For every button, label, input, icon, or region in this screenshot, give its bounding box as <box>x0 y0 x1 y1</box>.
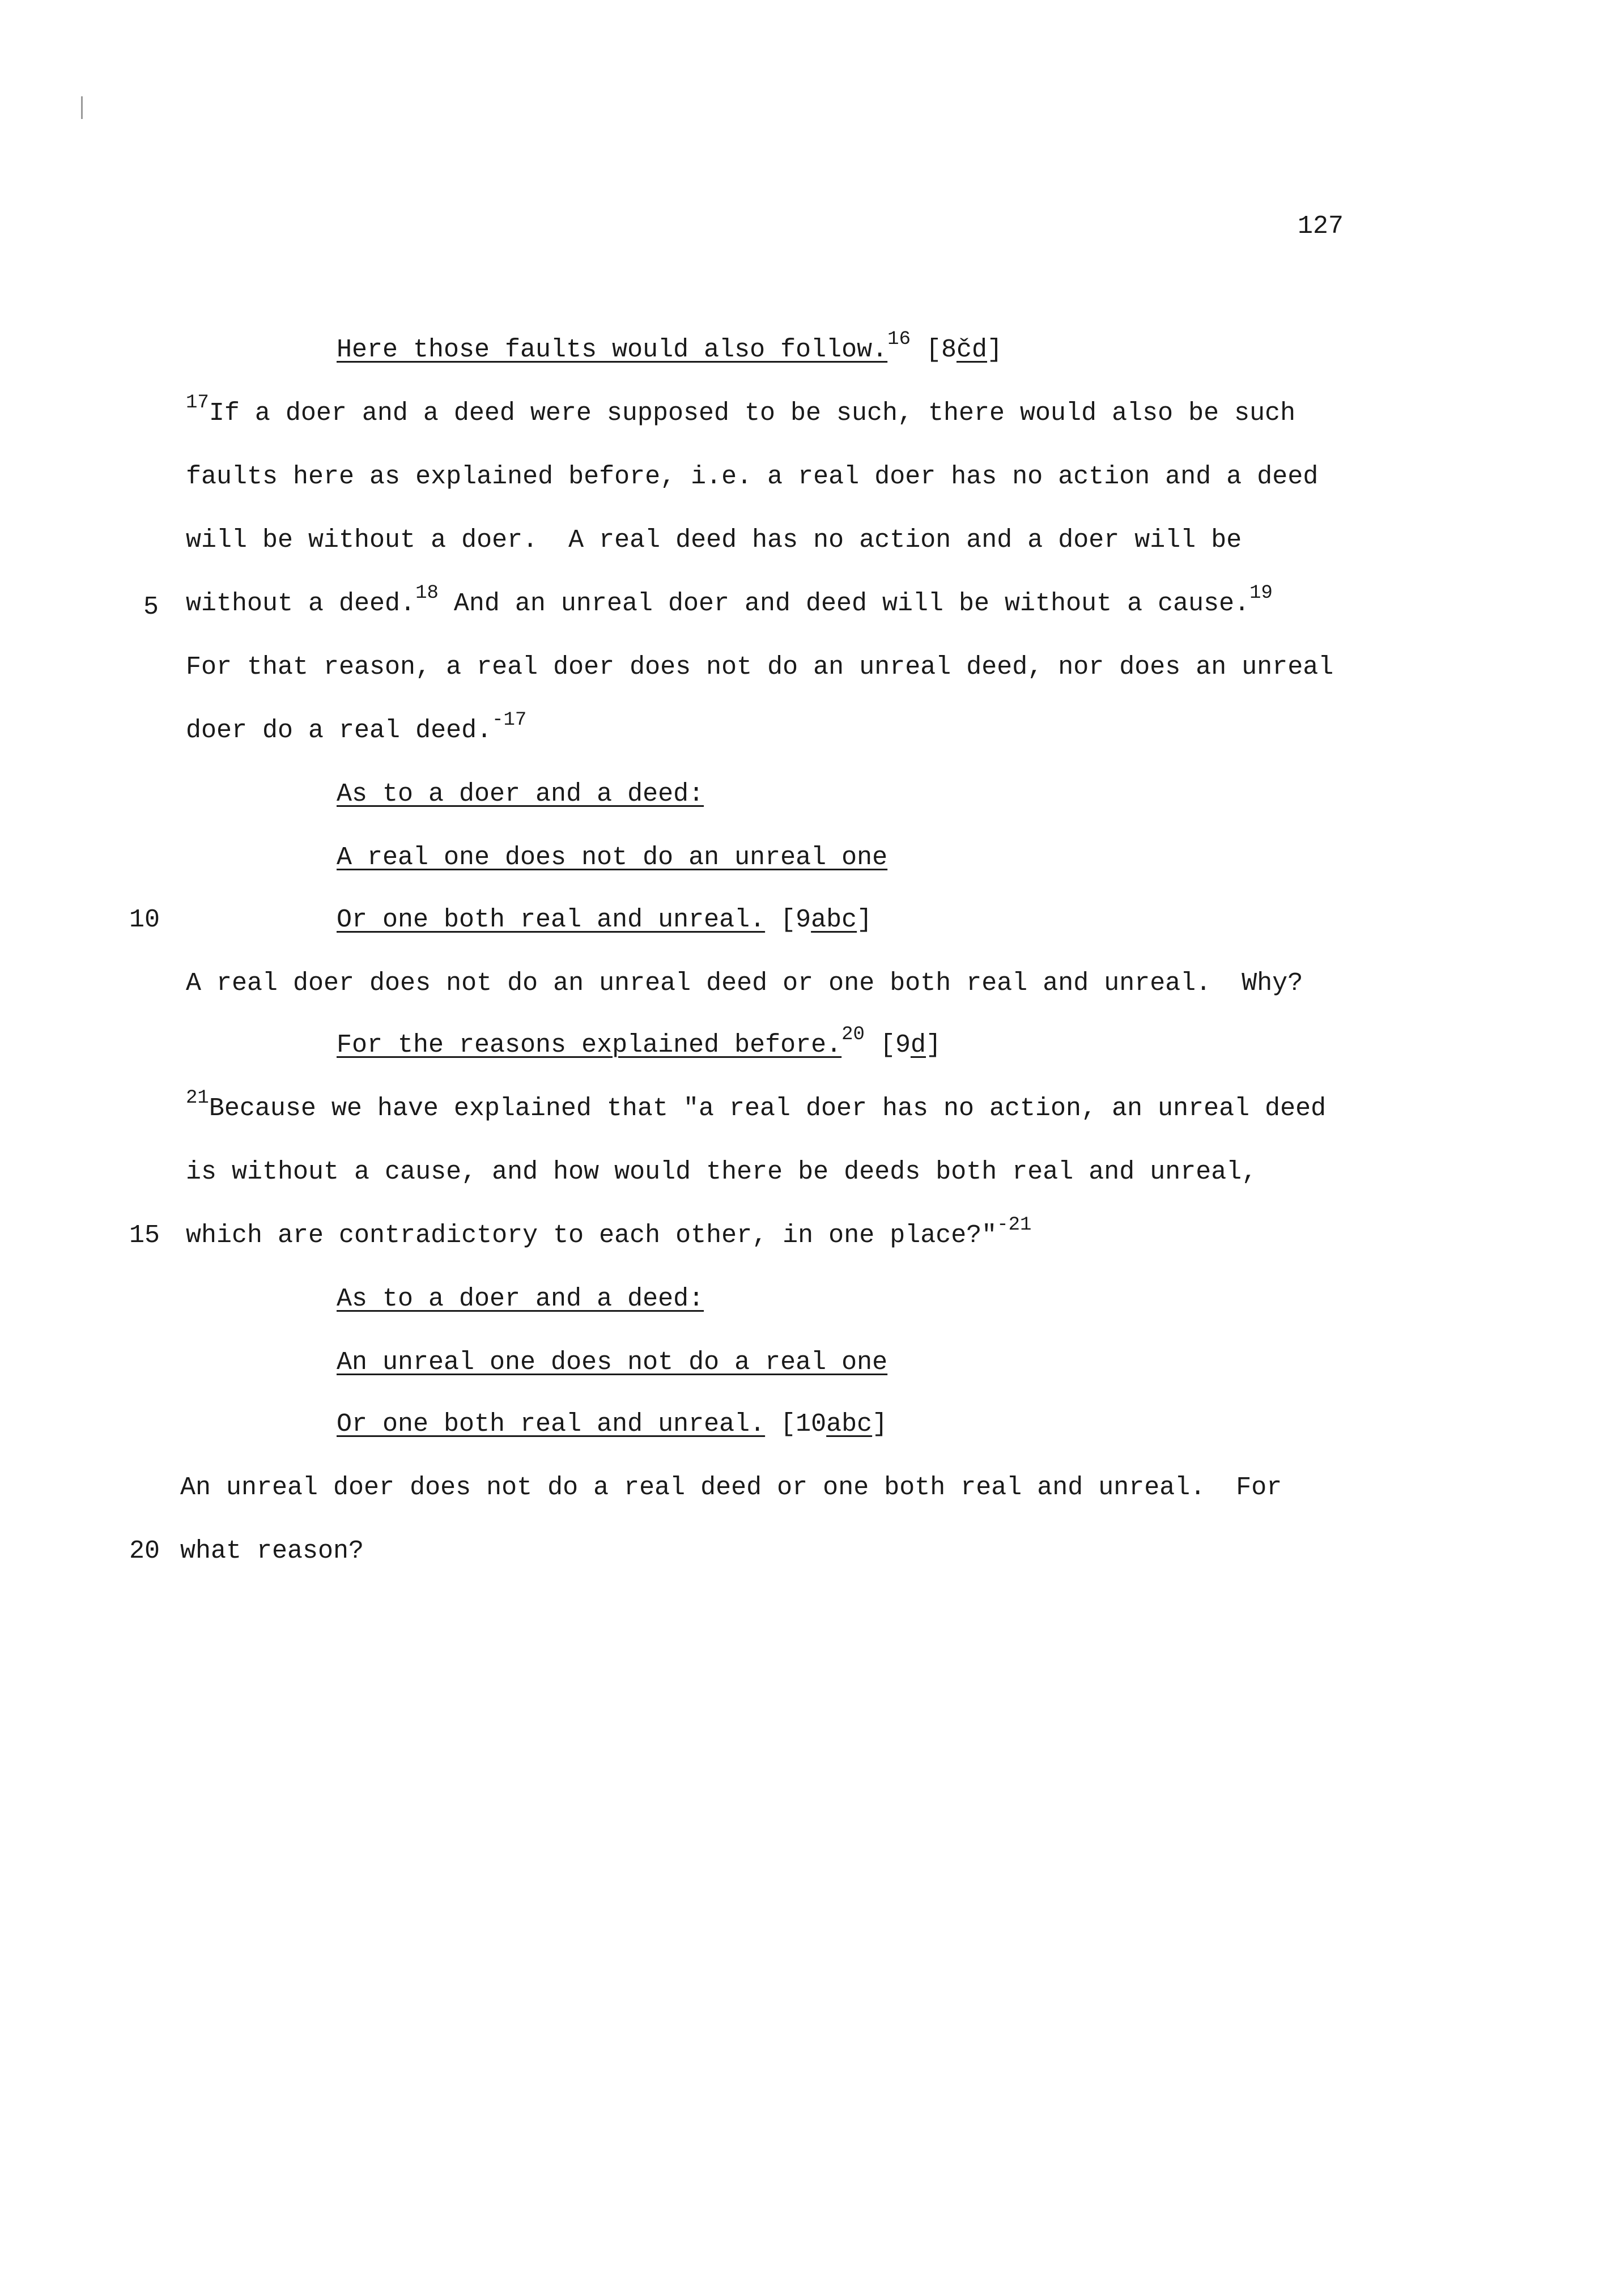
footnote-marker: 17 <box>186 392 209 414</box>
footnote-marker: -17 <box>492 709 527 731</box>
line-number: 10 <box>129 905 160 934</box>
text-line <box>186 582 1273 618</box>
line-number: 15 <box>129 1221 160 1250</box>
ref-open: [9 <box>780 905 811 934</box>
ref-close: ] <box>987 335 1003 364</box>
verse-text: As to a doer and a deed: <box>337 1285 704 1313</box>
text-line <box>186 1214 1032 1250</box>
verse-text: Or one both real and unreal. <box>337 905 766 934</box>
text-line: A real doer does not do an unreal deed or one both real and unreal. Why? <box>186 969 1303 998</box>
text-line: is without a cause, and how would there be deeds both real and unreal, <box>186 1158 1257 1187</box>
ref-letters: abc <box>811 905 857 934</box>
verse-line <box>337 1410 887 1439</box>
text-line <box>186 1087 1327 1123</box>
footnote-marker: 20 <box>841 1024 865 1045</box>
footnote-marker: 19 <box>1249 582 1273 604</box>
verse-text: Or one both real and unreal. <box>337 1410 766 1439</box>
text-line <box>186 709 527 745</box>
ref-letters: čd <box>956 335 988 364</box>
text-line: An unreal doer does not do a real deed or one both real and unreal. For <box>180 1473 1282 1502</box>
footnote-marker: -21 <box>997 1214 1032 1236</box>
line-text: which are contradictory to each other, in one place?" <box>186 1221 997 1250</box>
footnote-marker: 16 <box>887 329 911 350</box>
verse-line <box>337 329 1003 364</box>
verse-text: Here those faults would also follow. <box>337 335 888 364</box>
text-line: faults here as explained before, i.e. a real doer has no action and a deed <box>186 462 1319 491</box>
ref-open: [10 <box>780 1410 827 1439</box>
verse-text: An unreal one does not do a real one <box>337 1348 888 1377</box>
text-line: what reason? <box>180 1537 364 1566</box>
text-line: will be without a doer. A real deed has no action and a doer will be <box>186 526 1242 555</box>
verse-text: For the reasons explained before. <box>337 1031 842 1060</box>
line-text: If a doer and a deed were supposed to be such, there would also be such <box>209 399 1296 428</box>
verse-reference <box>780 1410 887 1439</box>
ref-open: [8 <box>925 335 956 364</box>
line-number: 20 <box>129 1537 160 1566</box>
line-text: Because we have explained that "a real doer has no action, an unreal deed <box>209 1094 1327 1123</box>
ref-letters: abc <box>826 1410 873 1439</box>
verse-line <box>337 780 704 809</box>
verse-line <box>337 906 872 934</box>
line-text: doer do a real deed. <box>186 716 492 745</box>
ref-close: ] <box>926 1031 942 1060</box>
text-line: For that reason, a real doer does not do an unreal deed, nor does an unreal <box>186 653 1334 682</box>
verse-line <box>337 1285 704 1313</box>
verse-line <box>337 1024 942 1060</box>
ref-close: ] <box>872 1410 888 1439</box>
verse-text: As to a doer and a deed: <box>337 780 704 809</box>
line-text: And an unreal doer and deed will be without a cause. <box>438 589 1250 618</box>
line-number: 5 <box>143 593 159 622</box>
footnote-marker: 18 <box>415 582 439 604</box>
footnote-marker: 21 <box>186 1087 209 1109</box>
ref-open: [9 <box>879 1031 911 1060</box>
text-line <box>186 392 1296 428</box>
verse-reference <box>926 335 1002 364</box>
verse-line <box>337 844 887 872</box>
verse-line <box>337 1349 887 1377</box>
page-number: 127 <box>1298 212 1344 241</box>
scan-mark <box>81 96 83 119</box>
ref-close: ] <box>857 905 873 934</box>
ref-letters: d <box>910 1031 926 1060</box>
verse-text: A real one does not do an unreal one <box>337 843 888 872</box>
verse-reference <box>880 1031 941 1060</box>
line-text: without a deed. <box>186 589 416 618</box>
verse-reference <box>780 905 872 934</box>
